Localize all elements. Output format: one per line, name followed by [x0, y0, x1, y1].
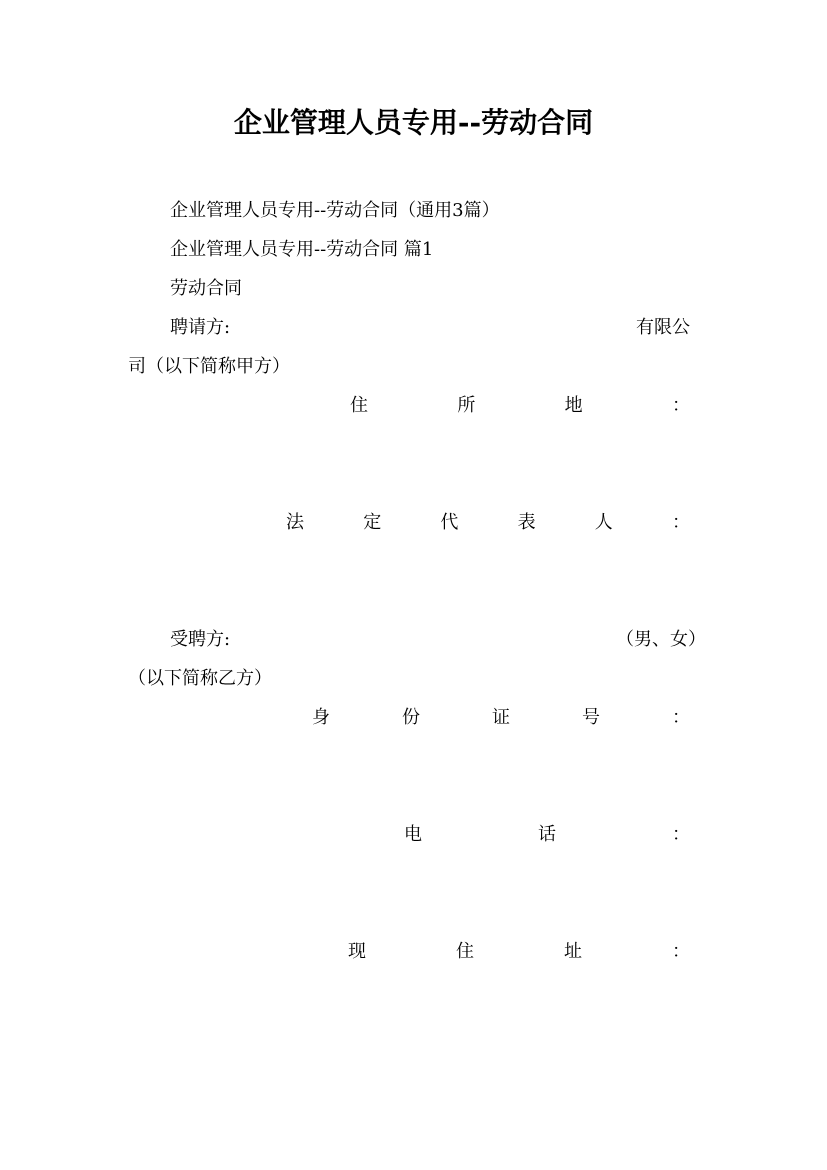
legal-rep-char: 表: [517, 512, 536, 533]
employee-continuation: （以下简称乙方）: [128, 668, 272, 689]
current-address-char: 住: [456, 941, 474, 962]
employee-label: 受聘方:: [170, 629, 231, 650]
address-char: 住: [350, 395, 368, 416]
phone-field-label: [404, 822, 690, 848]
address-char: 地: [564, 395, 583, 416]
current-address-field-label: [348, 939, 690, 965]
current-address-char: 现: [348, 941, 366, 962]
id-number-char: 号: [582, 707, 600, 728]
employer-continuation: 司（以下简称甲方）: [128, 356, 290, 377]
id-number-char: 证: [492, 707, 510, 728]
contract-label: 劳动合同: [170, 278, 242, 299]
employer-suffix: 有限公: [636, 317, 690, 338]
address-char: 所: [457, 395, 476, 416]
phone-char: 话: [538, 824, 556, 845]
legal-rep-colon: ：: [671, 512, 690, 533]
part-heading: 企业管理人员专用--劳动合同 篇1: [170, 239, 434, 260]
id-number-char: 份: [402, 707, 420, 728]
id-number-colon: ：: [672, 707, 690, 728]
employee-gender: （男、女）: [616, 629, 706, 650]
legal-rep-field-label: [286, 510, 690, 536]
current-address-colon: ：: [672, 941, 690, 962]
legal-rep-char: 定: [363, 512, 382, 533]
address-colon: ：: [671, 395, 690, 416]
legal-rep-char: 代: [440, 512, 459, 533]
address-field-label: [350, 393, 690, 419]
id-number-field-label: [312, 705, 690, 731]
phone-char: 电: [404, 824, 422, 845]
current-address-char: 址: [564, 941, 582, 962]
document-subtitle: 企业管理人员专用--劳动合同（通用3篇）: [170, 200, 500, 221]
document-title: 企业管理人员专用--劳动合同: [233, 106, 594, 139]
phone-colon: ：: [672, 824, 690, 845]
legal-rep-char: 法: [286, 512, 304, 533]
employer-label: 聘请方:: [170, 317, 231, 338]
legal-rep-char: 人: [594, 512, 613, 533]
id-number-char: 身: [312, 707, 330, 728]
